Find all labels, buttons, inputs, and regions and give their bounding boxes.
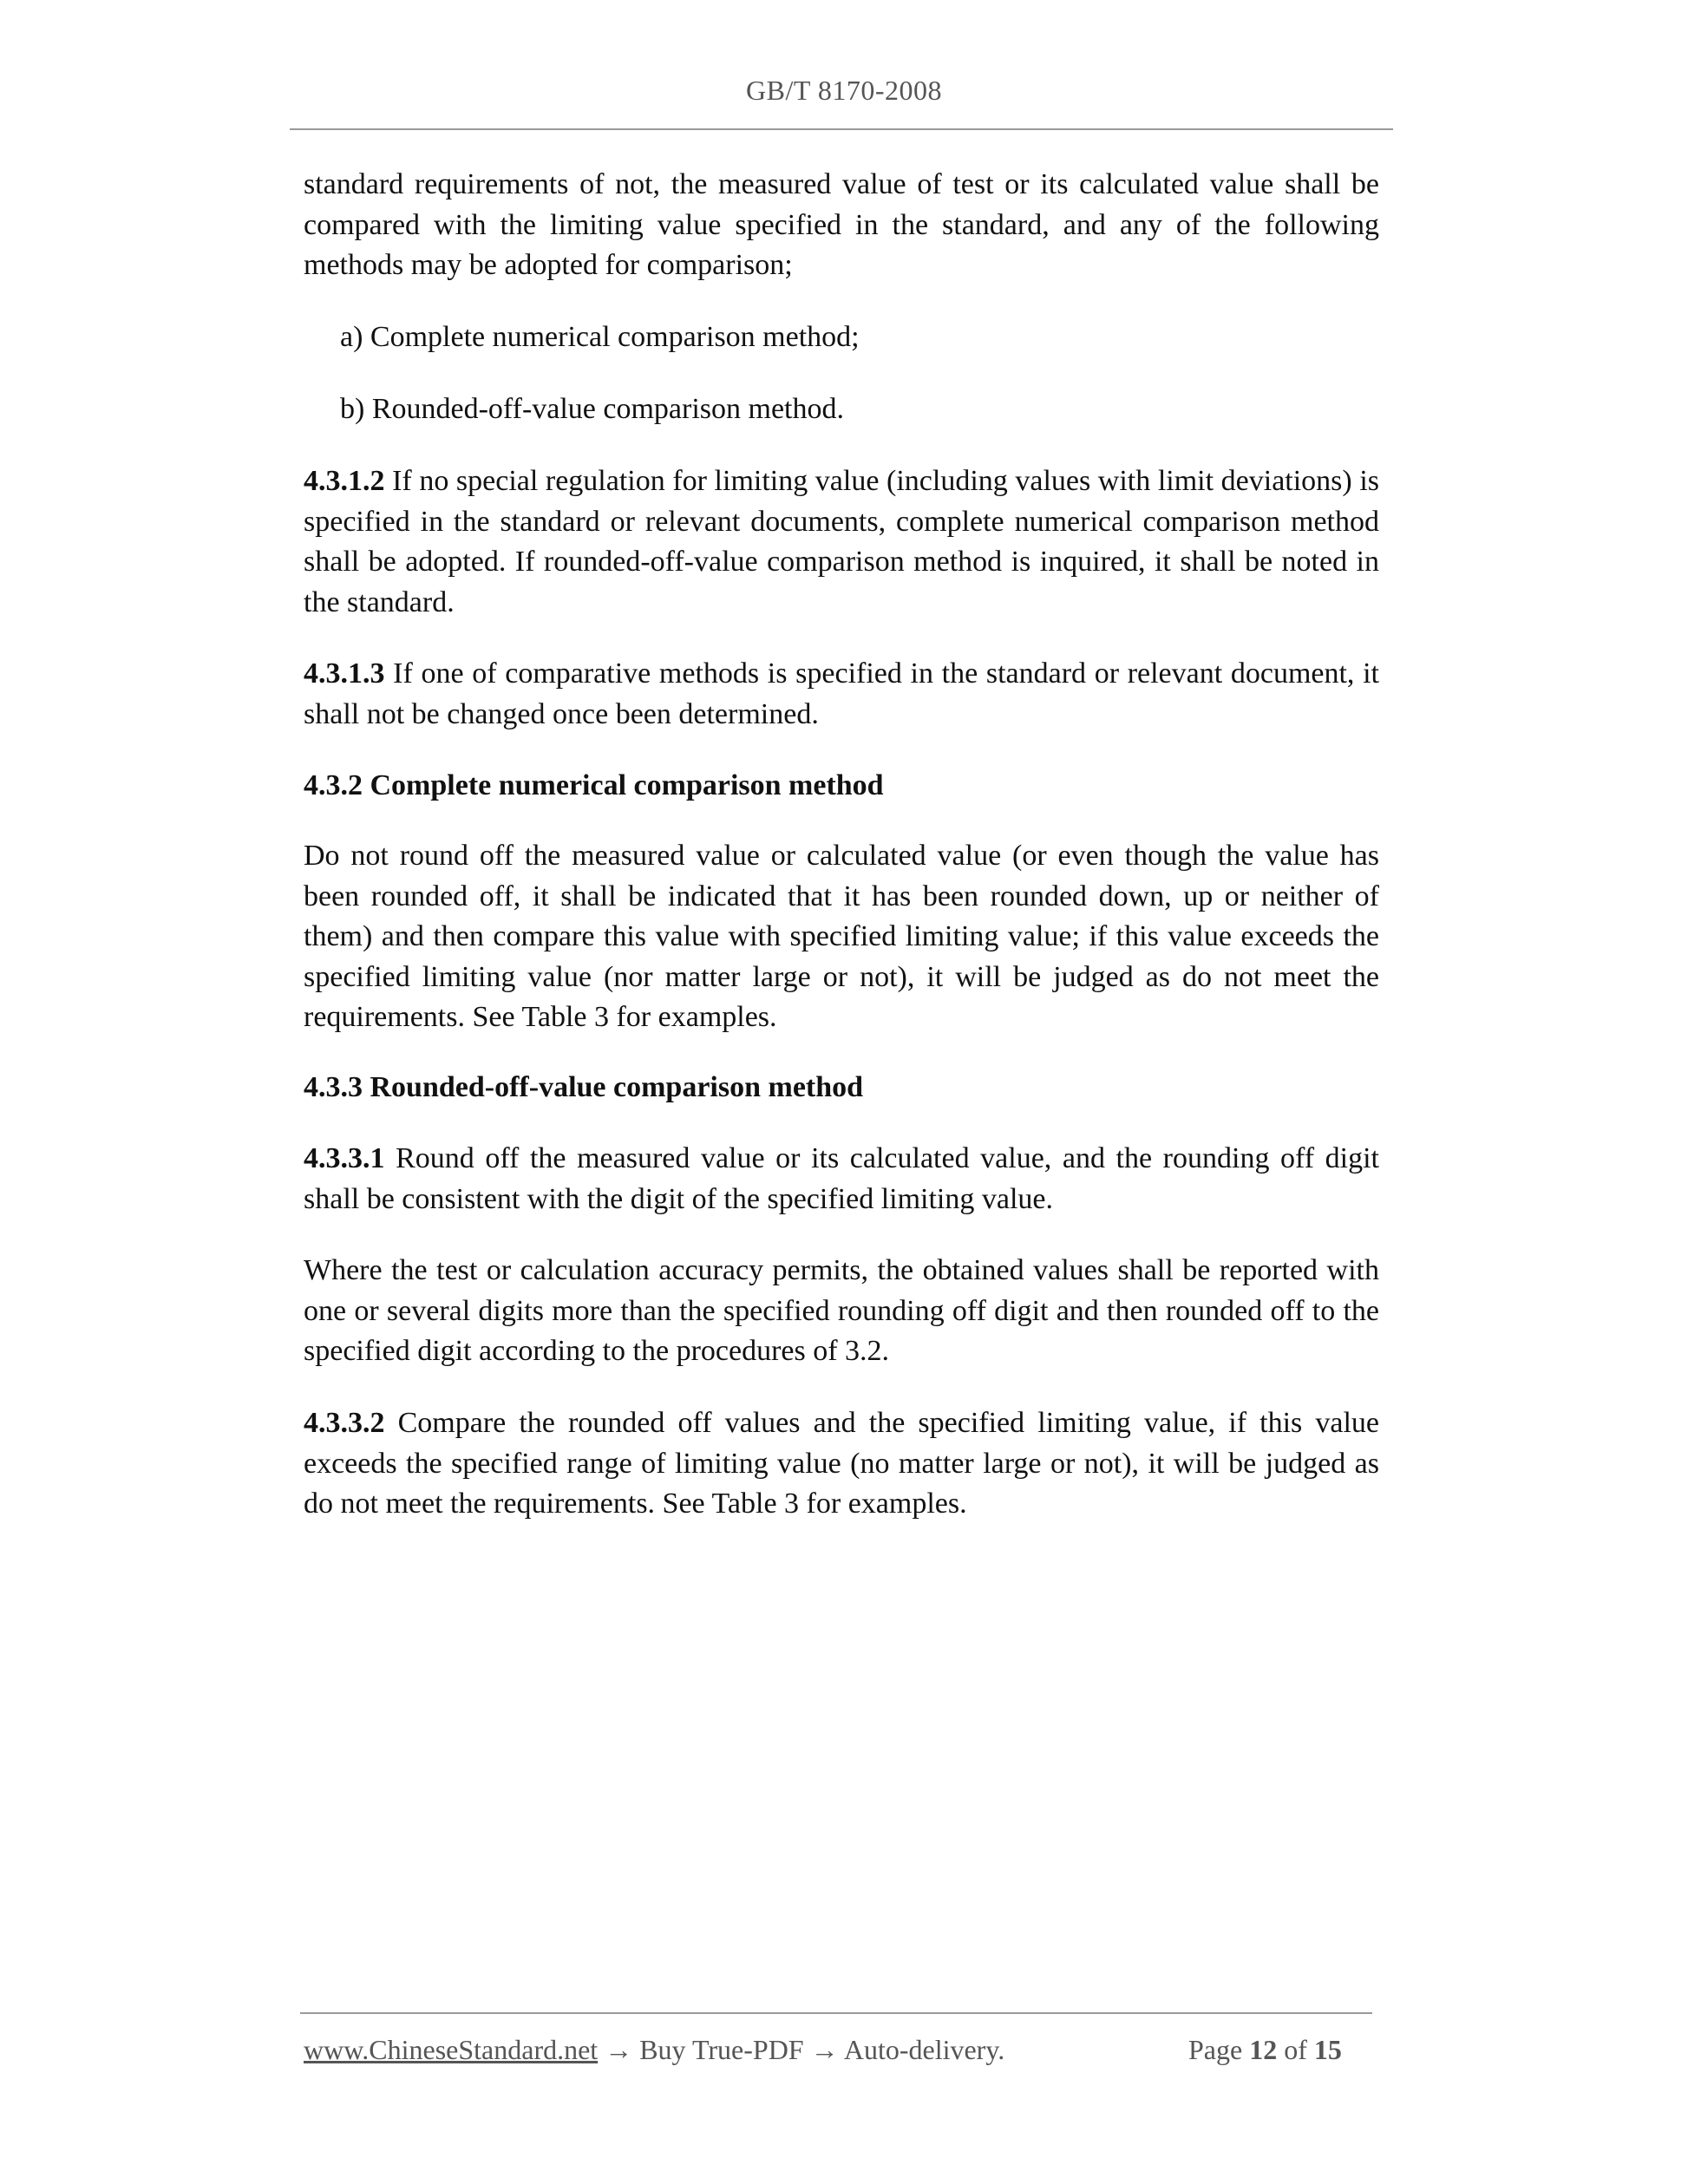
clause-text: If one of comparative methods is specified in the standard or relevant document, it shall not be changed once been determined. (304, 657, 1379, 730)
clause-number: 4.3.1.3 (304, 657, 385, 690)
arrow-right-icon: → (605, 2034, 633, 2065)
clause-4-3-1-3 (304, 654, 1379, 735)
clause-4-3-3-2 (304, 1403, 1379, 1525)
section-4-3-2-paragraph: Do not round off the measured value or calculated value (or even though the value has been rounded off, it shall be indicated that it has been rounded down, up or neither of them) and then compare this value with specified limiting value; if this value exceeds the specified limiting value (nor matter large or not), it will be judged as do not meet the requirements. See Table 3 for examples. (304, 840, 1379, 1033)
intro-paragraph: standard requirements of not, the measured value of test or its calculated value shall be compared with the limiting value specified in the standard, and any of the following methods may be adopted for comparison; (304, 168, 1379, 281)
of-label: of (1277, 2034, 1314, 2065)
page-indicator (1188, 2034, 1342, 2066)
list-item-b: b) Rounded-off-value comparison method. (340, 393, 845, 425)
delivery-text: Auto-delivery. (838, 2034, 1005, 2065)
website-link[interactable]: www.ChineseStandard.net (304, 2034, 599, 2065)
page-label: Page (1188, 2034, 1250, 2065)
clause-4-3-3-1 (304, 1139, 1379, 1220)
clause-text: Compare the rounded off values and the specified limiting value, if this value exceeds the specified range of limiting value (no matter large or not), it will be judged as do not meet the requirements. See Table 3 for examples. (304, 1407, 1379, 1520)
total-pages: 15 (1313, 2034, 1342, 2065)
header-divider (290, 128, 1393, 130)
footer-promo (304, 2034, 1004, 2066)
clause-text: If no special regulation for limiting value (including values with limit deviations) is specified in the standard or relevant documents, complete numerical comparison method shall be adopted. If rounded-off-value comparison method is inquired, it shall be noted in the standard. (304, 465, 1379, 618)
clause-text: Round off the measured value or its calculated value, and the rounding off digit shall be consistent with the digit of the specified limiting value. (304, 1142, 1379, 1215)
clause-number: 4.3.3.2 (304, 1407, 385, 1439)
accuracy-paragraph: Where the test or calculation accuracy permits, the obtained values shall be reported with one or several digits more than the specified rounding off digit and then rounded off to the specified digit according to the procedures of 3.2. (304, 1254, 1379, 1367)
buy-text: Buy True-PDF (632, 2034, 811, 2065)
current-page: 12 (1249, 2034, 1278, 2065)
footer-divider (300, 2012, 1372, 2014)
list-item-a: a) Complete numerical comparison method; (340, 321, 860, 353)
arrow-right-icon: → (810, 2034, 839, 2065)
section-heading-4-3-2: 4.3.2 Complete numerical comparison method (304, 769, 884, 801)
clause-4-3-1-2 (304, 461, 1379, 623)
clause-number: 4.3.3.1 (304, 1142, 385, 1174)
clause-number: 4.3.1.2 (304, 465, 385, 497)
section-heading-4-3-3: 4.3.3 Rounded-off-value comparison method (304, 1071, 864, 1103)
document-id-header: GB/T 8170-2008 (746, 75, 942, 106)
